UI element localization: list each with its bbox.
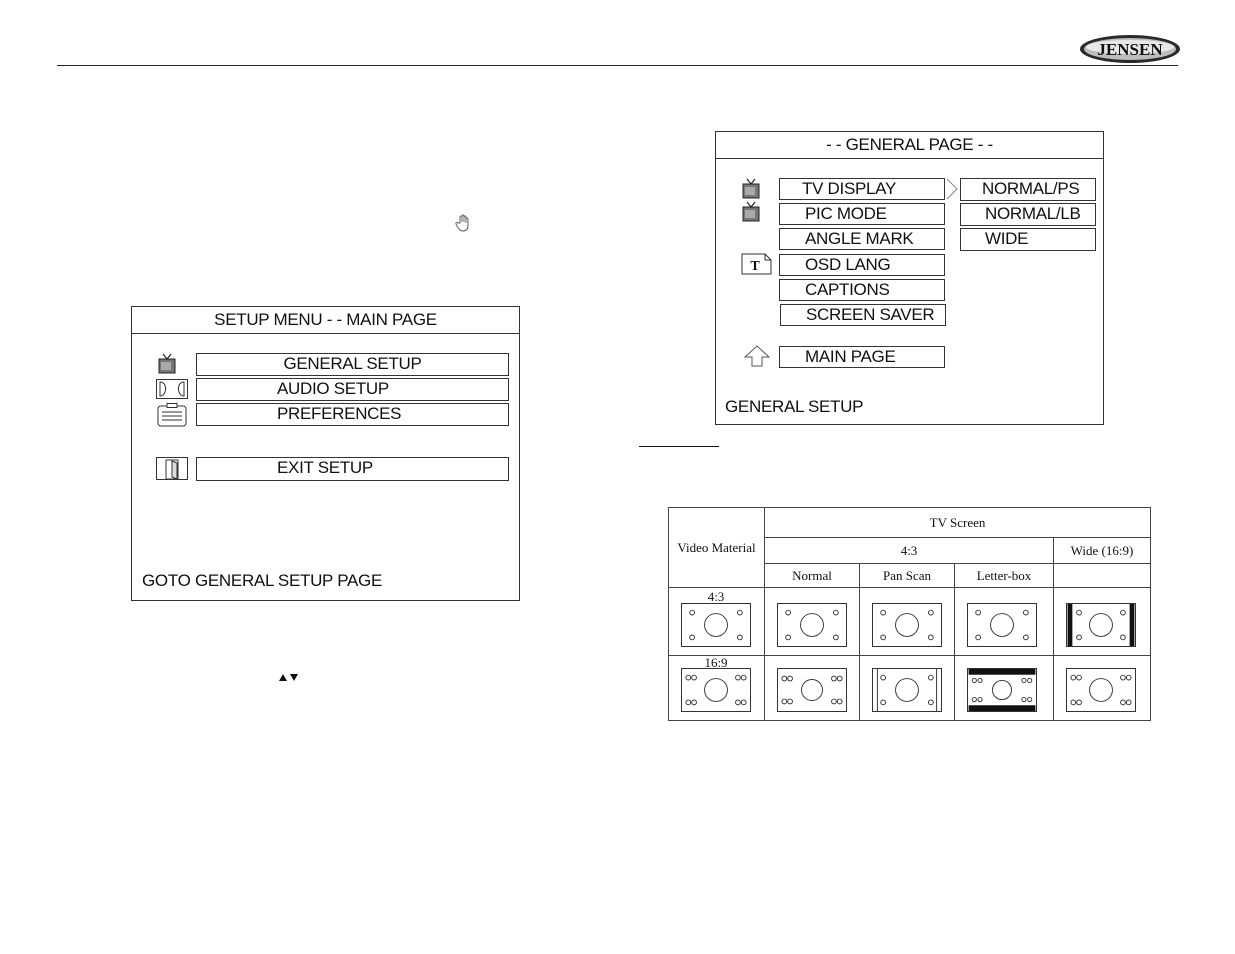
menu-item-label: GENERAL SETUP [283, 354, 422, 373]
section-underline [639, 446, 719, 447]
menu-item-exit-setup[interactable] [196, 457, 509, 481]
screen-169-letter-box [967, 668, 1037, 712]
exit-door-icon [156, 457, 188, 481]
cell-43-letter-box [955, 588, 1054, 656]
general-item-osd-lang[interactable] [779, 254, 945, 276]
main-menu-title: SETUP MENU - - MAIN PAGE [132, 307, 519, 334]
row-label-169-text: 16:9 [704, 655, 728, 670]
list-icon [157, 403, 187, 427]
option-label: NORMAL/LB [985, 204, 1081, 223]
ratio-43-header: 4:3 [765, 538, 1054, 564]
option-normal-ps[interactable] [960, 178, 1096, 201]
general-item-label: PIC MODE [805, 204, 887, 223]
option-label: WIDE [985, 229, 1029, 248]
screen-169-wide [1066, 668, 1136, 712]
cell-169-normal [765, 656, 860, 721]
svg-text:T: T [750, 259, 760, 274]
tv-icon [741, 178, 761, 200]
chevron-right-icon [945, 178, 959, 200]
general-item-label: ANGLE MARK [805, 229, 914, 248]
tv-screen-header: TV Screen [765, 508, 1151, 538]
general-item-label: MAIN PAGE [805, 347, 896, 366]
header-rule [57, 65, 1178, 66]
dolby-icon [156, 379, 188, 399]
general-item-label: OSD LANG [805, 255, 891, 274]
aspect-ratio-table [668, 507, 1151, 721]
general-item-angle-mark[interactable] [779, 228, 945, 250]
col-letter-box-header: Letter-box [955, 564, 1054, 588]
screen-169-normal [777, 668, 847, 712]
video-material-header: Video Material [669, 508, 765, 588]
text-document-icon [741, 253, 773, 275]
menu-item-audio-setup[interactable] [196, 378, 509, 401]
cell-169-pan-scan [860, 656, 955, 721]
option-normal-lb[interactable] [960, 203, 1096, 226]
up-down-arrows-icon [278, 673, 300, 682]
general-item-label: CAPTIONS [805, 280, 890, 299]
general-page-menu [715, 131, 1104, 425]
menu-item-general-setup[interactable] [196, 353, 509, 376]
general-page-footer: GENERAL SETUP [725, 397, 864, 416]
source-43-screen [681, 603, 751, 647]
option-label: NORMAL/PS [982, 179, 1080, 198]
cell-169-letter-box [955, 656, 1054, 721]
screen-43-letter-box [967, 603, 1037, 647]
jensen-logo [1079, 34, 1181, 64]
general-item-tv-display[interactable] [779, 178, 945, 200]
general-item-label: TV DISPLAY [802, 179, 896, 198]
general-item-pic-mode[interactable] [779, 203, 945, 225]
tv-icon [741, 201, 761, 223]
cell-43-pan-scan [860, 588, 955, 656]
cell-43-wide [1054, 588, 1151, 656]
row-label-169 [669, 656, 765, 721]
row-label-43-text: 4:3 [707, 588, 725, 604]
col-pan-scan-header: Pan Scan [860, 564, 955, 588]
setup-main-menu [131, 306, 520, 601]
general-item-screen-saver[interactable] [780, 304, 946, 326]
col-normal-header: Normal [765, 564, 860, 588]
up-arrow-icon [744, 345, 770, 367]
cell-43-normal [765, 588, 860, 656]
screen-43-pan-scan [872, 603, 942, 647]
svg-text:JENSEN: JENSEN [1097, 40, 1163, 59]
source-169-screen [681, 668, 751, 712]
cell-169-wide [1054, 656, 1151, 721]
screen-169-pan-scan [872, 668, 942, 712]
row-label-43 [669, 588, 765, 656]
general-item-captions[interactable] [779, 279, 945, 301]
menu-item-label: EXIT SETUP [277, 458, 373, 477]
general-page-title: - - GENERAL PAGE - - [716, 132, 1103, 159]
main-menu-footer: GOTO GENERAL SETUP PAGE [142, 571, 382, 590]
ratio-wide-header: Wide (16:9) [1054, 538, 1151, 564]
option-wide[interactable] [960, 228, 1096, 251]
hand-cursor-icon [455, 214, 471, 232]
screen-43-normal [777, 603, 847, 647]
menu-item-label: PREFERENCES [277, 404, 402, 423]
tv-icon [157, 353, 177, 375]
screen-43-wide [1066, 603, 1136, 647]
col-wide-header [1054, 564, 1151, 588]
general-item-label: SCREEN SAVER [806, 305, 935, 324]
menu-item-preferences[interactable] [196, 403, 509, 426]
general-item-main-page[interactable] [779, 346, 945, 368]
menu-item-label: AUDIO SETUP [277, 379, 389, 398]
